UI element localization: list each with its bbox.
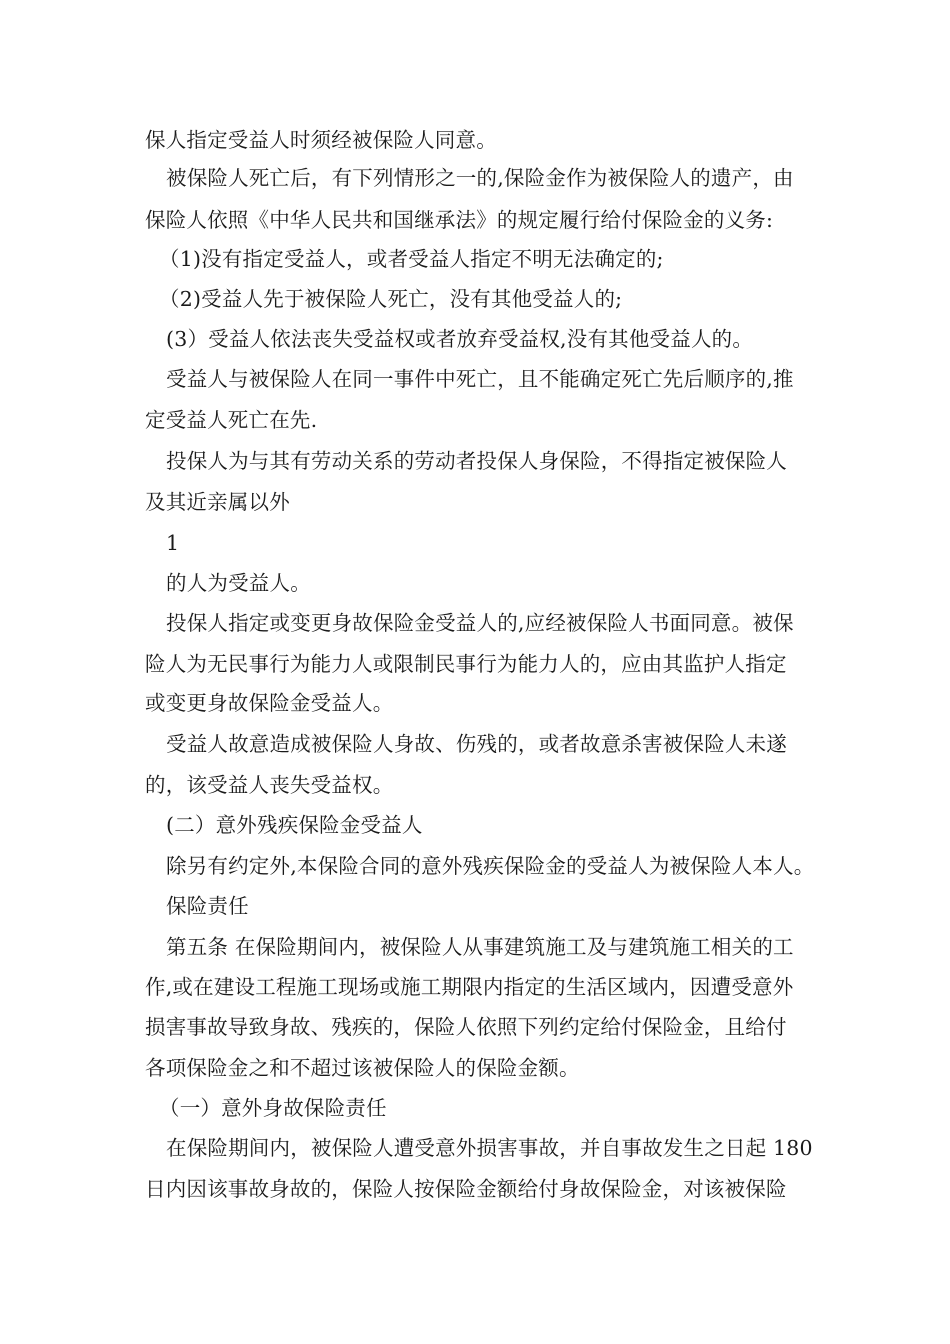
text-line: 除另有约定外,本保险合同的意外残疾保险金的受益人为被保险人本人。	[166, 854, 815, 878]
text-line: （1)没有指定受益人，或者受益人指定不明无法确定的;	[159, 247, 664, 271]
section-heading: 保险责任	[166, 894, 249, 918]
text-line: 损害事故导致身故、残疾的，保险人依照下列约定给付保险金，且给付	[145, 1015, 787, 1039]
text-line: (3）受益人依法丧失受益权或者放弃受益权,没有其他受益人的。	[166, 327, 754, 351]
text-line: 第五条 在保险期间内，被保险人从事建筑施工及与建筑施工相关的工	[166, 935, 794, 959]
text-line: 保人指定受益人时须经被保险人同意。	[145, 128, 497, 152]
text-line: 受益人故意造成被保险人身故、伤残的，或者故意杀害被保险人未遂	[166, 732, 787, 756]
text-line: 受益人与被保险人在同一事件中死亡，且不能确定死亡先后顺序的,推	[166, 367, 794, 391]
text-line: 的人为受益人。	[166, 571, 311, 595]
text-line: 险人为无民事行为能力人或限制民事行为能力人的，应由其监护人指定	[145, 652, 787, 676]
text-line: 各项保险金之和不超过该被保险人的保险金额。	[145, 1056, 580, 1080]
text-line: 在保险期间内，被保险人遭受意外损害事故，并自事故发生之日起 180	[166, 1136, 813, 1160]
text-line: 及其近亲属以外	[145, 490, 290, 514]
text-line: 的，该受益人丧失受益权。	[145, 773, 394, 797]
section-heading: （一）意外身故保险责任	[159, 1096, 387, 1120]
page-number: 1	[166, 531, 180, 555]
text-line: 投保人指定或变更身故保险金受益人的,应经被保险人书面同意。被保	[166, 611, 794, 635]
text-line: 被保险人死亡后，有下列情形之一的,保险金作为被保险人的遗产，由	[166, 166, 794, 190]
text-line: 作,或在建设工程施工现场或施工期限内指定的生活区域内，因遭受意外	[145, 975, 794, 999]
text-line: 投保人为与其有劳动关系的劳动者投保人身保险，不得指定被保险人	[166, 449, 787, 473]
text-line: 定受益人死亡在先.	[145, 408, 318, 432]
section-heading: (二）意外残疾保险金受益人	[166, 813, 423, 837]
text-line: 日内因该事故身故的，保险人按保险金额给付身故保险金，对该被保险	[145, 1177, 787, 1201]
text-line: 或变更身故保险金受益人。	[145, 691, 394, 715]
text-line: （2)受益人先于被保险人死亡，没有其他受益人的;	[159, 287, 623, 311]
text-line: 保险人依照《中华人民共和国继承法》的规定履行给付保险金的义务:	[145, 208, 774, 232]
